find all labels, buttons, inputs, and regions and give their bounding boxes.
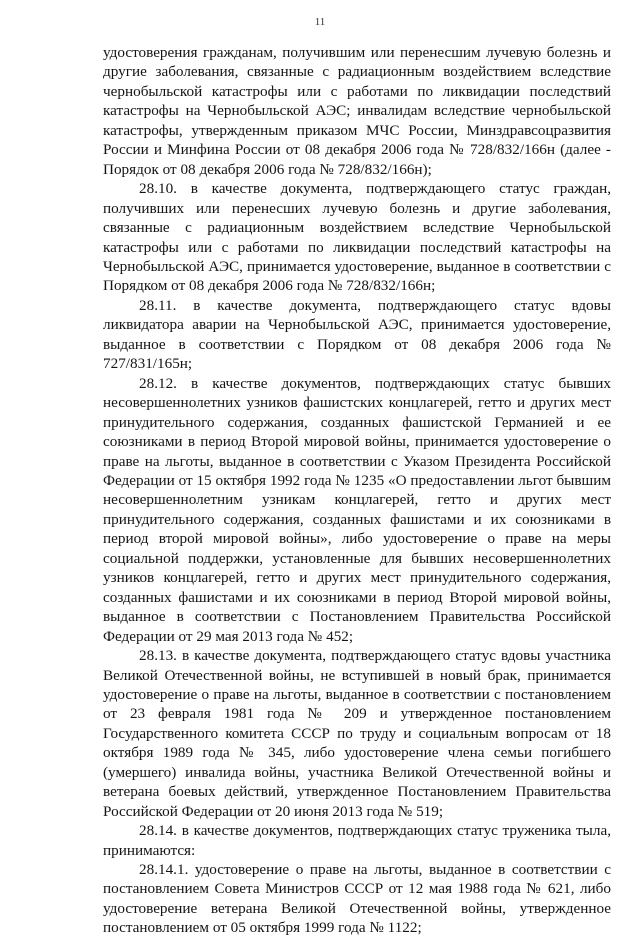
paragraph-28-12: 28.12. в качестве документов, подтверждающих статус бывших несовершеннолетних узников фашистских концлагерей, гетто и других мест принудительного содержания, созданных фашистской Германией и ее союзниками в период Второй мировой войны, принимается удостоверение о праве на льготы, выданное в соответствии с Указом Президента Российской Федерации от 15 октября 1992 года № 1235 «О предоставлении льгот бывшим несовершеннолетним узникам концлагерей, гетто и других мест принудительного содержания, созданных фашистами и их союзниками в период второй мировой войны», либо удостоверение о праве на меры социальной поддержки, установленные для бывших несовершеннолетних узников концлагерей, гетто и других мест принудительного содержания, созданных фашистами и их союзниками в период Второй мировой войны, выданное в соответствии с Постановлением Правительства Российской Федерации от 29 мая 2013 года № 452; (103, 374, 611, 645)
paragraph-28-13: 28.13. в качестве документа, подтверждающего статус вдовы участника Великой Отечественной войны, не вступившей в новый брак, принимается удостоверение о праве на льготы, выданное в соответствии с постановлением от 23 февраля 1981 года № 209 и утвержденное постановлением Государственного комитета СССР по труду и социальным вопросам от 18 октября 1989 года № 345, либо удостоверение члена семьи погибшего (умершего) инвалида войны, участника Великой Отечественной войны и ветерана боевых действий, утвержденное Постановлением Правительства Российской Федерации от 20 июня 2013 года № 519; (103, 647, 611, 820)
paragraph-continuation: удостоверения гражданам, получившим или перенесшим лучевую болезнь и другие заболевания, связанные с радиационным воздействием вследствие чернобыльской катастрофы или с работами по ликвидации последствий катастрофы на Чернобыльской АЭС; инвалидам вследствие чернобыльской катастрофы, утвержденным приказом МЧС России, Минздравсоцразвития России и Минфина России от 08 декабря 2006 года № 728/832/166н (далее - Порядок от 08 декабря 2006 года № 728/832/166н); (103, 44, 611, 178)
paragraph-28-10: 28.10. в качестве документа, подтверждающего статус граждан, получивших или перенесших лучевую болезнь и другие заболевания, связанные с радиационным воздействием вследствие Чернобыльской катастрофы или с работами по ликвидации последствий катастрофы на Чернобыльской АЭС, принимается удостоверение, выданное в соответствии с Порядком от 08 декабря 2006 года № 728/832/166н; (103, 180, 611, 295)
document-body (103, 43, 611, 938)
page-number: 11 (314, 16, 326, 28)
paragraph-28-14-1: 28.14.1. удостоверение о праве на льготы, выданное в соответствии с постановлением Совета Министров СССР от 12 мая 1988 года № 621, либо удостоверение ветерана Великой Отечественной войны, утвержденное постановлением от 05 октября 1999 года № 1122; (103, 861, 611, 937)
paragraph-28-14: 28.14. в качестве документов, подтверждающих статус труженика тыла, принимаются: (103, 822, 611, 859)
paragraph-28-11: 28.11. в качестве документа, подтверждающего статус вдовы ликвидатора аварии на Чернобыльской АЭС, принимается удостоверение, выданное в соответствии с Порядком от 08 декабря 2006 года № 727/831/165н; (103, 296, 611, 373)
